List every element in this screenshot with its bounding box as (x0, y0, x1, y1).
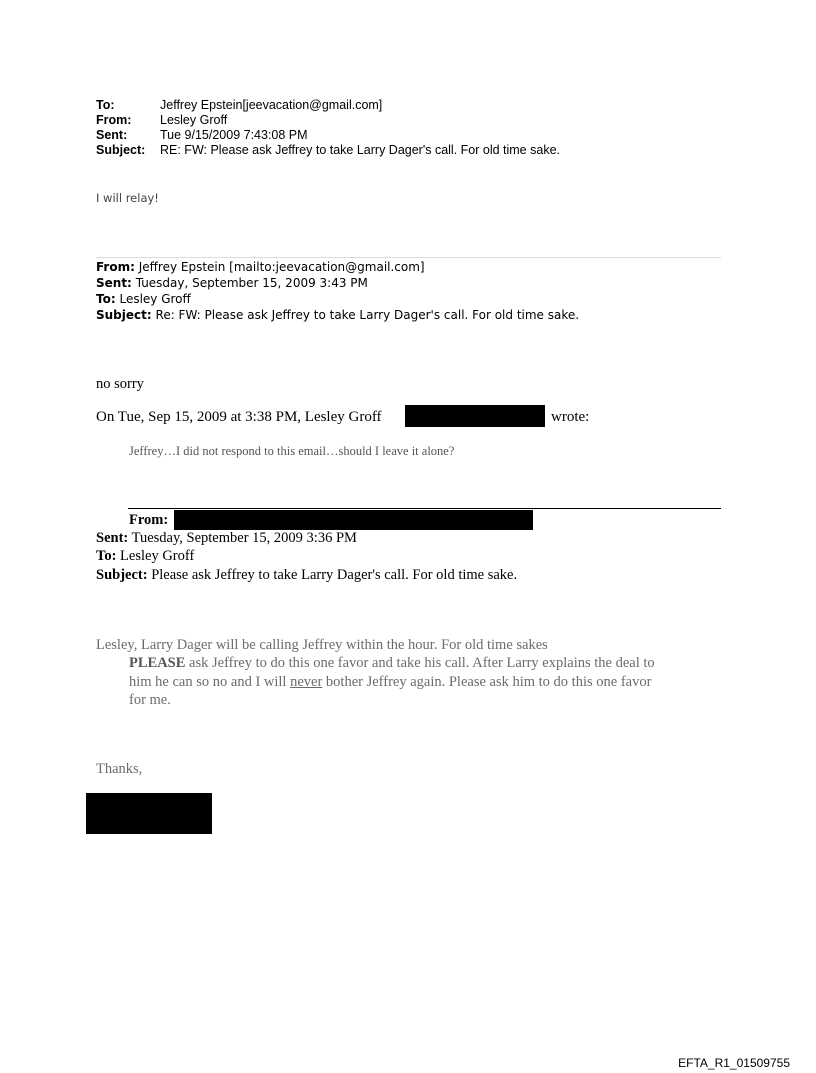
fw2-subject-line (96, 566, 517, 584)
message-line-4: for me. (129, 692, 171, 708)
fw2-to-label: To: (96, 548, 117, 564)
message-line-3-post: bother Jeffrey again. Please ask him to do this one favor (322, 674, 652, 690)
fw1-from-line (96, 259, 425, 275)
message-line-1: Lesley, Larry Dager will be calling Jeffrey within the hour. For old time sakes (96, 637, 548, 653)
to-label: To: (96, 98, 115, 112)
reply-body: I will relay! (96, 191, 159, 205)
sent-label: Sent: (96, 128, 128, 142)
fw2-sent-value: Tuesday, September 15, 2009 3:36 PM (131, 530, 357, 546)
fw2-subject-value: Please ask Jeffrey to take Larry Dager's call. For old time sake. (151, 567, 518, 583)
fw1-subject-value: Re: FW: Please ask Jeffrey to take Larry Dager's call. For old time sake. (155, 308, 580, 322)
divider (128, 508, 721, 509)
redaction-block (86, 793, 212, 834)
from-label: From: (96, 113, 132, 127)
subject-label: Subject: (96, 143, 146, 157)
sent-value: Tue 9/15/2009 7:43:08 PM (160, 128, 308, 142)
fw2-subject-label: Subject: (96, 567, 148, 583)
message-underlined-word: never (290, 674, 323, 690)
closing: Thanks, (96, 761, 143, 777)
quote-intro-start: On Tue, Sep 15, 2009 at 3:38 PM, Lesley Groff (96, 409, 382, 425)
fw1-to-line (96, 291, 191, 307)
fw1-sent-value: Tuesday, September 15, 2009 3:43 PM (135, 276, 368, 290)
fw2-from-label: From: (129, 512, 169, 528)
message-line-2 (129, 654, 655, 672)
message-line-3 (129, 673, 651, 691)
body-no-sorry: no sorry (96, 376, 144, 392)
fw2-sent-label: Sent: (96, 530, 129, 546)
subject-value: RE: FW: Please ask Jeffrey to take Larry Dager's call. For old time sake. (160, 143, 560, 157)
fw1-subject-label: Subject: (96, 308, 152, 322)
from-value: Lesley Groff (160, 113, 228, 127)
fw2-sent-line (96, 529, 357, 547)
to-value: Jeffrey Epstein[jeevacation@gmail.com] (160, 98, 383, 112)
redaction-block (174, 510, 533, 530)
document-id: EFTA_R1_01509755 (678, 1056, 790, 1070)
redaction-block (405, 405, 545, 427)
fw1-to-value: Lesley Groff (119, 292, 191, 306)
fw1-to-label: To: (96, 292, 116, 306)
quote-intro-end: wrote: (551, 409, 590, 425)
fw1-from-value: Jeffrey Epstein [mailto:jeevacation@gmail.com] (138, 260, 425, 274)
fw2-to-line (96, 547, 194, 565)
fw1-subject-line (96, 307, 579, 323)
divider (96, 257, 721, 258)
message-line-3-pre: him he can so no and I will (129, 674, 291, 690)
message-line-2-text: ask Jeffrey to do this one favor and take his call. After Larry explains the deal to (185, 655, 655, 671)
fw1-sent-label: Sent: (96, 276, 132, 290)
fw1-from-label: From: (96, 260, 135, 274)
fw2-to-value: Lesley Groff (120, 548, 195, 564)
fw1-sent-line (96, 275, 368, 291)
quote-text: Jeffrey…I did not respond to this email…should I leave it alone? (129, 444, 455, 458)
message-emphasis: PLEASE (129, 655, 186, 671)
